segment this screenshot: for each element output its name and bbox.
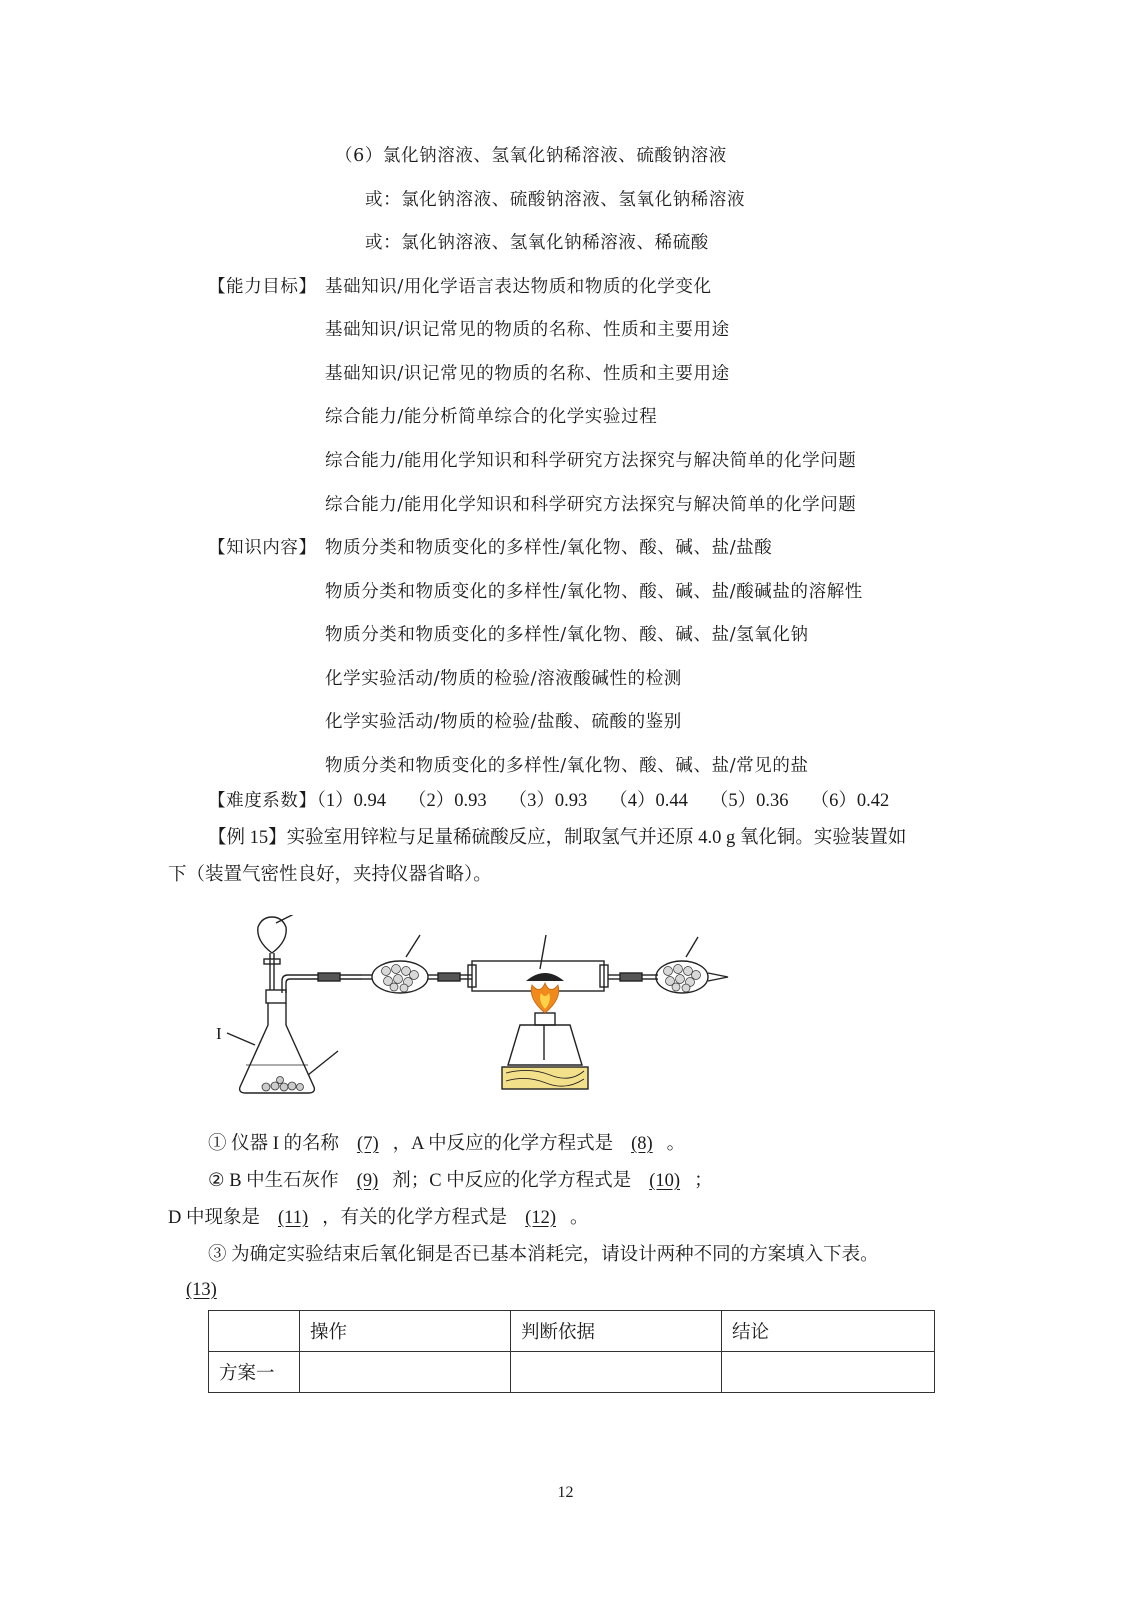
- page-number: 12: [557, 1484, 574, 1501]
- question-2: [208, 1169, 713, 1193]
- apparatus-diagram: [200, 915, 760, 1105]
- ability-item: 基础知识/识记常见的物质的名称、性质和主要用途: [325, 320, 730, 340]
- difficulty-row: [208, 789, 911, 813]
- ability-item: 基础知识/用化学语言表达物质和物质的化学变化: [325, 277, 712, 297]
- blank-9: (9): [356, 1171, 379, 1191]
- difficulty-value: （1）0.94: [316, 791, 386, 811]
- apparatus-label-i: I: [216, 1024, 222, 1043]
- blank-13: (13): [186, 1280, 217, 1300]
- ability-item: 基础知识/识记常见的物质的名称、性质和主要用途: [325, 364, 730, 384]
- knowledge-item: 物质分类和物质变化的多样性/氧化物、酸、碱、盐/酸碱盐的溶解性: [325, 582, 863, 602]
- question-3-blank-row: [168, 1278, 231, 1302]
- question-1-text: ，A 中反应的化学方程式是: [392, 1134, 614, 1154]
- difficulty-value: （2）0.93: [408, 791, 487, 811]
- answer-six-line3: 或：氯化钠溶液、氢氧化钠稀溶液、稀硫酸: [365, 233, 709, 253]
- ability-item: 综合能力/能用化学知识和科学研究方法探究与解决简单的化学问题: [325, 451, 857, 471]
- answer-six-line1: （6）氯化钠溶液、氢氧化钠稀溶液、硫酸钠溶液: [335, 146, 727, 166]
- example15-line2: 下（装置气密性良好，夹持仪器省略）。: [168, 865, 492, 885]
- ability-item: 综合能力/能用化学知识和科学研究方法探究与解决简单的化学问题: [325, 495, 857, 515]
- blank-12: (12): [525, 1208, 556, 1228]
- knowledge-item: 化学实验活动/物质的检验/盐酸、硫酸的鉴别: [325, 712, 682, 732]
- knowledge-item: 物质分类和物质变化的多样性/氧化物、酸、碱、盐/氢氧化钠: [325, 625, 809, 645]
- question-2-text: ，有关的化学方程式是: [322, 1208, 508, 1228]
- question-1: [208, 1132, 685, 1156]
- table-header-cell: 结论: [722, 1311, 935, 1352]
- question-2-cont: [168, 1206, 589, 1230]
- ability-label: 【能力目标】: [208, 277, 317, 297]
- table-header-row: [209, 1311, 935, 1352]
- blank-8: (8): [631, 1134, 653, 1154]
- difficulty-value: （3）0.93: [508, 791, 588, 811]
- blank-11: (11): [278, 1208, 309, 1228]
- table-header-cell: 操作: [300, 1311, 511, 1352]
- table-cell[interactable]: [722, 1352, 935, 1393]
- question-2-text: 剂；C 中反应的化学方程式是: [392, 1171, 632, 1191]
- question-2-text: D 中现象是: [168, 1208, 260, 1228]
- answer-table: [208, 1310, 935, 1393]
- difficulty-value: （4）0.44: [609, 791, 688, 811]
- knowledge-item: 物质分类和物质变化的多样性/氧化物、酸、碱、盐/盐酸: [325, 538, 773, 558]
- blank-10: (10): [649, 1171, 681, 1191]
- question-1-text: 。: [666, 1134, 686, 1154]
- knowledge-item: 化学实验活动/物质的检验/溶液酸碱性的检测: [325, 669, 682, 689]
- answer-six-line2: 或：氯化钠溶液、硫酸钠溶液、氢氧化钠稀溶液: [365, 190, 746, 210]
- question-2-text: 。: [569, 1208, 589, 1228]
- knowledge-item: 物质分类和物质变化的多样性/氧化物、酸、碱、盐/常见的盐: [325, 756, 809, 776]
- question-3: ③ 为确定实验结束后氧化铜是否已基本消耗完，请设计两种不同的方案填入下表。: [208, 1245, 879, 1265]
- blank-7: (7): [357, 1134, 379, 1154]
- table-header-cell: 判断依据: [511, 1311, 722, 1352]
- question-2-text: ；: [694, 1171, 713, 1191]
- ability-item: 综合能力/能分析简单综合的化学实验过程: [325, 407, 658, 427]
- question-2-text: ② B 中生石灰作: [208, 1171, 339, 1191]
- table-row: [209, 1352, 935, 1393]
- question-1-text: ① 仪器 I 的名称: [208, 1134, 340, 1154]
- example15-line1: 【例 15】实验室用锌粒与足量稀硫酸反应，制取氢气并还原 4.0 g 氧化铜。实验装置如: [208, 828, 907, 848]
- difficulty-label: 【难度系数】: [208, 791, 317, 811]
- difficulty-value: （6）0.42: [810, 791, 890, 811]
- table-cell: 方案一: [209, 1352, 300, 1393]
- difficulty-value: （5）0.36: [709, 791, 789, 811]
- table-cell[interactable]: [511, 1352, 722, 1393]
- table-cell[interactable]: [300, 1352, 511, 1393]
- knowledge-label: 【知识内容】: [208, 538, 317, 558]
- table-header-cell: [209, 1311, 300, 1352]
